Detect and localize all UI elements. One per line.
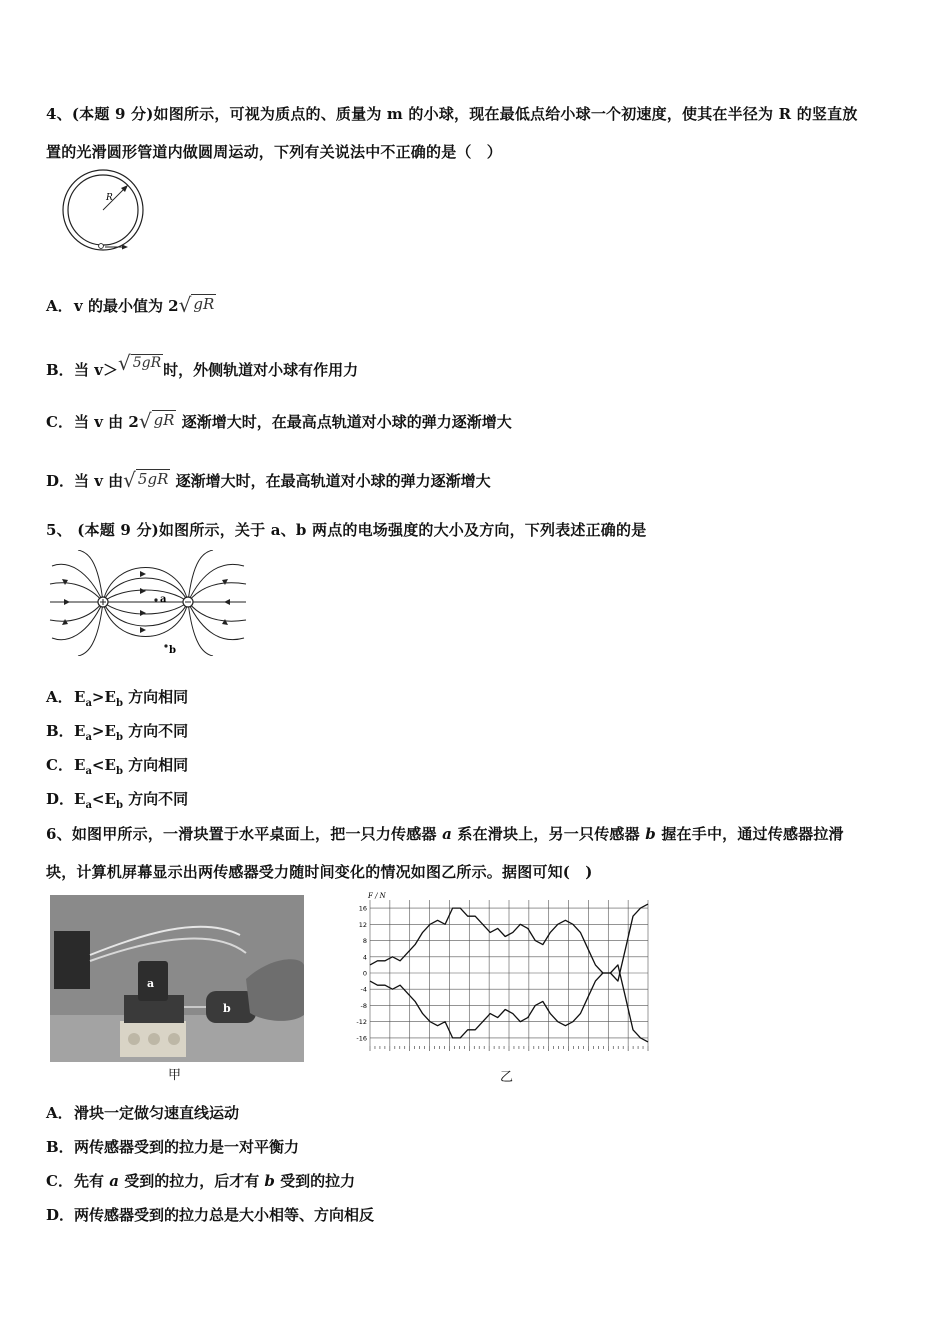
q4-option-b[interactable] — [46, 350, 358, 380]
e-symbol: E — [104, 722, 116, 740]
option-text: 受到的拉力，后才有 — [118, 1172, 265, 1190]
radicand: 5gR — [132, 355, 162, 371]
e-symbol: E — [74, 790, 86, 808]
point-b-dot — [164, 644, 167, 647]
field-line — [103, 602, 188, 637]
radicand: gR — [153, 411, 175, 429]
q6-option-b[interactable] — [46, 1136, 299, 1157]
q6-option-a[interactable] — [46, 1102, 239, 1123]
field-arrow — [140, 588, 146, 594]
option-text: 受到的拉力 — [274, 1172, 356, 1190]
radical-sign: √ — [178, 293, 192, 317]
option-letter: C． — [46, 756, 73, 774]
sensor-a-symbol: a — [109, 1172, 119, 1190]
y-tick-label: -8 — [360, 1001, 367, 1010]
e-symbol: E — [104, 756, 116, 774]
subscript: a — [85, 698, 92, 709]
e-symbol: E — [74, 756, 86, 774]
force-time-chart — [342, 888, 654, 1066]
q6-option-d[interactable] — [46, 1204, 374, 1225]
field-line — [103, 602, 188, 614]
field-line — [50, 583, 103, 602]
y-tick-label: 0 — [362, 969, 367, 978]
sensor-a-symbol: a — [442, 825, 452, 843]
sensor-b-symbol: b — [264, 1172, 275, 1190]
computer-box — [54, 931, 90, 989]
option-text-post: 时，外侧轨道对小球有作用力 — [163, 361, 359, 379]
option-letter: C． — [46, 413, 73, 431]
subscript: a — [85, 800, 92, 811]
q4-option-a[interactable] — [46, 292, 216, 316]
block-hole — [148, 1033, 160, 1045]
subscript: b — [115, 698, 123, 709]
radical-sign: √ — [138, 409, 152, 433]
option-text: 滑块一定做匀速直线运动 — [74, 1104, 240, 1122]
field-arrow — [222, 579, 228, 585]
stem-text: 握在手中，通过传感器拉滑 — [655, 825, 844, 843]
q5-option-a[interactable] — [46, 686, 188, 709]
field-arrow — [140, 610, 146, 616]
y-tick-label: 12 — [358, 920, 367, 929]
option-letter: A． — [46, 297, 73, 315]
field-line — [103, 568, 188, 603]
electric-field-lines-figure — [48, 550, 248, 656]
stem-text: 系在滑块上，另一只传感器 — [451, 825, 646, 843]
option-letter: B． — [46, 361, 74, 379]
sensor-b-symbol: b — [645, 825, 656, 843]
y-axis-ticks — [356, 905, 648, 1051]
option-text: 方向相同 — [128, 756, 189, 774]
figure-caption-jia: 甲 — [168, 1068, 182, 1083]
e-symbol: E — [74, 722, 86, 740]
relation: > — [91, 722, 105, 740]
y-axis-label: F / N — [368, 892, 386, 900]
small-ball — [99, 244, 104, 249]
q6-stem-line1 — [46, 823, 844, 844]
sqrt-expression — [118, 350, 163, 374]
y-tick-label: 8 — [362, 937, 367, 946]
block-hole — [168, 1033, 180, 1045]
sqrt-expression — [123, 467, 170, 491]
option-letter: B． — [46, 1138, 74, 1156]
option-text: 当 v 由 — [74, 472, 124, 490]
point-a-dot — [154, 598, 157, 601]
field-arrow — [64, 599, 70, 605]
relation: > — [91, 688, 105, 706]
option-letter: A． — [46, 688, 73, 706]
radical-sign: √ — [117, 351, 131, 375]
y-tick-label: -12 — [356, 1018, 367, 1027]
sensor-b-label: b — [223, 1002, 231, 1015]
subscript: a — [85, 766, 92, 777]
y-tick-label: -4 — [360, 985, 367, 994]
sqrt-expression — [139, 408, 177, 432]
option-letter: D． — [46, 1206, 75, 1224]
e-symbol: E — [104, 688, 116, 706]
q4-option-c[interactable] — [46, 408, 512, 432]
field-line — [103, 590, 188, 602]
option-text: 两传感器受到的拉力是一对平衡力 — [74, 1138, 300, 1156]
relation: < — [91, 756, 105, 774]
e-symbol: E — [104, 790, 116, 808]
q4-option-d[interactable] — [46, 467, 491, 491]
q4-stem-line2: 置的光滑圆形管道内做圆周运动，下列有关说法中不正确的是（ ） — [46, 143, 503, 161]
field-line — [188, 602, 246, 621]
q5-option-d[interactable] — [46, 788, 188, 811]
point-a-label: a — [160, 594, 167, 605]
subscript: b — [115, 800, 123, 811]
field-arrow — [62, 579, 68, 585]
radicand: gR — [193, 295, 215, 313]
e-symbol: E — [74, 688, 86, 706]
block-hole — [128, 1033, 140, 1045]
q4-stem-line1: 4、(本题 9 分)如图所示，可视为质点的、质量为 m 的小球，现在最低点给小球一个初速度，使其在半径为 R 的竖直放 — [46, 105, 858, 123]
figure-caption-yi: 乙 — [500, 1070, 514, 1085]
option-text: v 的最小值为 2 — [74, 297, 179, 315]
option-text: 当 v 由 2 — [74, 413, 139, 431]
field-arrow — [62, 619, 68, 625]
option-letter: A． — [46, 1104, 73, 1122]
field-arrow — [140, 627, 146, 633]
y-tick-label: 16 — [358, 904, 367, 913]
subscript: b — [115, 732, 123, 743]
field-line — [50, 602, 103, 621]
stem-text: 6、如图甲所示，一滑块置于水平桌面上，把一只力传感器 — [46, 825, 443, 843]
subscript: a — [85, 732, 92, 743]
option-text-post: 逐渐增大时，在最高点轨道对小球的弹力逐渐增大 — [181, 413, 512, 431]
y-tick-label: 4 — [362, 953, 367, 962]
sqrt-expression — [179, 292, 217, 316]
option-letter: C． — [46, 1172, 73, 1190]
field-line — [188, 583, 246, 602]
option-text: 先有 — [74, 1172, 110, 1190]
field-arrow — [140, 571, 146, 577]
option-letter: B． — [46, 722, 74, 740]
option-letter: D． — [46, 472, 75, 490]
radius-label: R — [106, 193, 113, 203]
subscript: b — [115, 766, 123, 777]
circular-tube-figure — [58, 168, 148, 254]
q5-option-c[interactable] — [46, 754, 188, 777]
field-arrow — [224, 599, 230, 605]
option-text-post: 逐渐增大时，在最高轨道对小球的弹力逐渐增大 — [175, 472, 491, 490]
relation: < — [91, 790, 105, 808]
q5-option-b[interactable] — [46, 720, 188, 743]
option-text: 方向不同 — [128, 722, 189, 740]
q6-stem-line2: 块，计算机屏幕显示出两传感器受力随时间变化的情况如图乙所示。据图可知( ) — [46, 863, 593, 881]
option-text: 两传感器受到的拉力总是大小相等、方向相反 — [74, 1206, 375, 1224]
velocity-arrowhead — [122, 245, 128, 250]
y-tick-label: -16 — [356, 1034, 367, 1043]
q5-stem: 5、 (本题 9 分)如图所示，关于 a、b 两点的电场强度的大小及方向，下列表述正确的是 — [46, 521, 647, 539]
radical-sign: √ — [123, 468, 136, 492]
sensor-photo-figure — [50, 895, 304, 1062]
sensor-a-label: a — [147, 977, 155, 990]
q6-option-c[interactable] — [46, 1170, 355, 1191]
option-text: 当 v＞ — [74, 361, 118, 379]
field-arrow — [222, 619, 228, 625]
radicand: 5gR — [137, 470, 169, 488]
point-b-label: b — [169, 645, 176, 656]
option-letter: D． — [46, 790, 75, 808]
option-text: 方向相同 — [128, 688, 189, 706]
option-text: 方向不同 — [128, 790, 189, 808]
